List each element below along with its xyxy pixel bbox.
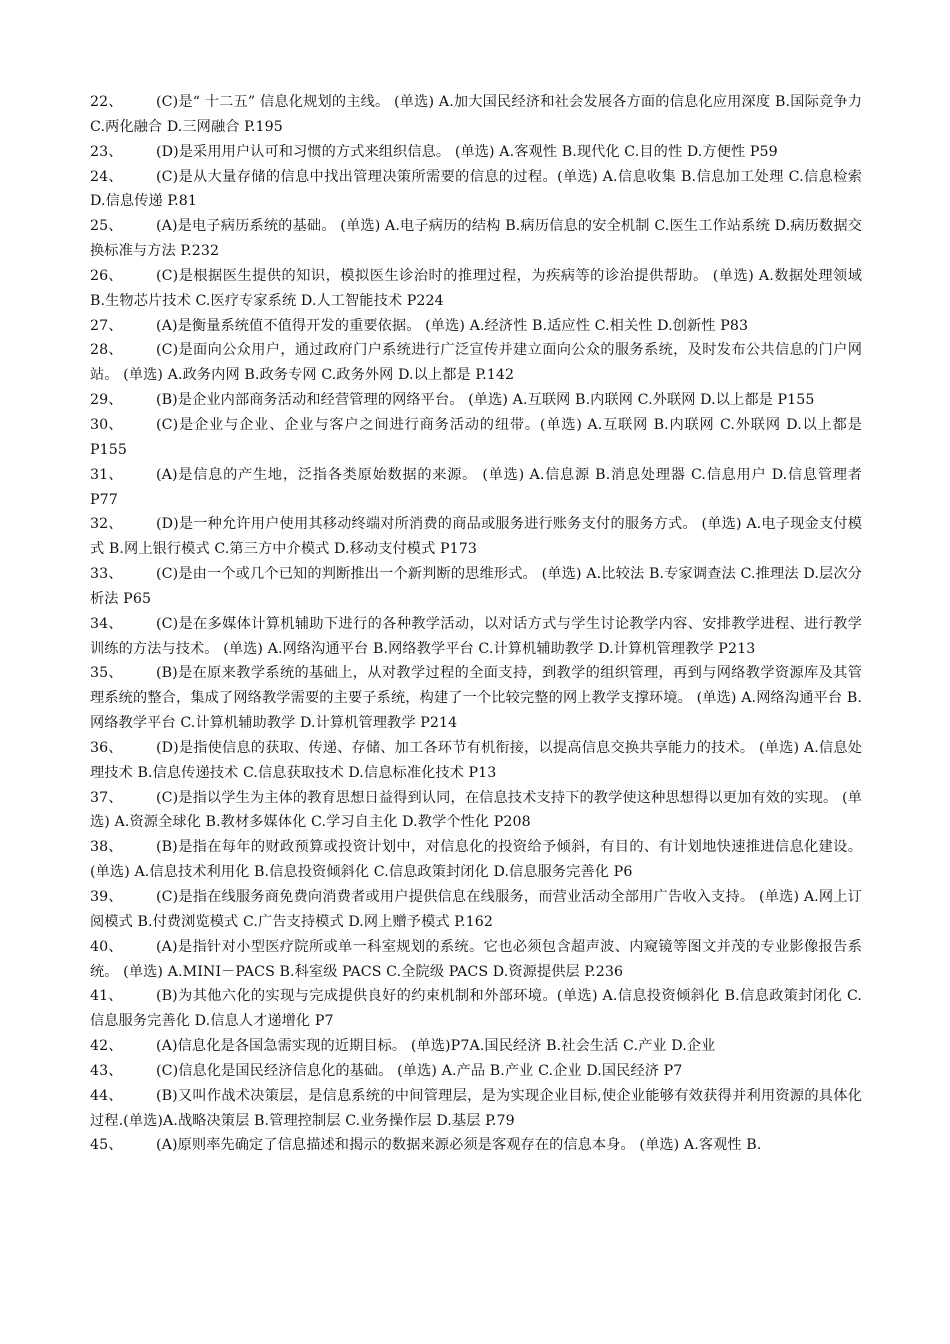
question-item	[90, 885, 862, 935]
question-text: (D)是一种允许用户使用其移动终端对所消费的商品或服务进行账务支付的服务方式。 (单选) A.电子现金支付模式 B.网上银行模式 C.第三方中介模式 D.移动支付模式 P173	[90, 516, 862, 558]
question-text: (C)是在多媒体计算机辅助下进行的各种教学活动，以对话方式与学生讨论教学内容、安排教学进程、进行教学训练的方法与技术。 (单选) A.网络沟通平台 B.网络教学平台 C.计算机辅助教学 D.计算机管理教学 P213	[90, 615, 862, 657]
question-item	[90, 1133, 862, 1158]
question-text: (A)信息化是各国急需实现的近期目标。 (单选)P7A.国民经济 B.社会生活 C.产业 D.企业	[156, 1038, 716, 1055]
question-text: (B)是在原来教学系统的基础上，从对教学过程的全面支持，到教学的组织管理，再到与网络教学资源库及其管理系统的整合，集成了网络教学需要的主要子系统，构建了一个比较完整的网上教学支撑环境。 (单选) A.网络沟通平台 B.网络教学平台 C.计算机辅助教学 D.计算机管理教学 P214	[90, 665, 862, 732]
question-text: (C)是指以学生为主体的教育思想日益得到认同，在信息技术支持下的教学使这种思想得以更加有效的实现。 (单选) A.资源全球化 B.教材多媒体化 C.学习自主化 D.教学个性化 P208	[90, 789, 862, 831]
question-text: (A)原则率先确定了信息描述和揭示的数据来源必须是客观存在的信息本身。 (单选) A.客观性 B.	[156, 1137, 762, 1154]
question-text: (A)是指针对小型医疗院所或单一科室规划的系统。它也必须包含超声波、内窥镜等图文并茂的专业影像报告系统。 (单选) A.MINI－PACS B.科室级 PACS C.全院级 PACS D.资源提供层 P.236	[90, 938, 862, 980]
question-number: 35、	[90, 665, 123, 682]
question-item	[90, 388, 862, 413]
question-number: 24、	[90, 168, 123, 185]
question-text: (A)是电子病历系统的基础。 (单选) A.电子病历的结构 B.病历信息的安全机制 C.医生工作站系统 D.病历数据交换标准与方法 P.232	[90, 218, 862, 260]
question-text: (A)是衡量系统值不值得开发的重要依据。 (单选) A.经济性 B.适应性 C.相关性 D.创新性 P83	[156, 317, 749, 334]
question-item	[90, 463, 862, 513]
question-item	[90, 264, 862, 314]
question-number: 26、	[90, 267, 123, 284]
question-text: (A)是信息的产生地，泛指各类原始数据的来源。 (单选) A.信息源 B.消息处理器 C.信息用户 D.信息管理者 P77	[90, 466, 862, 508]
question-number: 22、	[90, 94, 123, 110]
question-text: (C)是指在线服务商免费向消费者或用户提供信息在线服务，而营业活动全部用广告收入支持。 (单选) A.网上订阅模式 B.付费浏览模式 C.广告支持模式 D.网上赠予模式 P.162	[90, 889, 862, 930]
question-number: 31、	[90, 466, 123, 483]
question-item	[90, 314, 862, 339]
question-number: 37、	[90, 789, 123, 806]
question-number: 30、	[90, 416, 123, 433]
question-text: (C)是根据医生提供的知识，模拟医生诊治时的推理过程，为疾病等的诊治提供帮助。 (单选) A.数据处理领域 B.生物芯片技术 C.医疗专家系统 D.人工智能技术 P224	[90, 267, 862, 309]
question-item	[90, 835, 862, 885]
question-item	[90, 140, 862, 165]
question-item	[90, 165, 862, 215]
question-item	[90, 786, 862, 836]
question-item	[90, 214, 862, 264]
question-number: 32、	[90, 516, 123, 533]
question-number: 43、	[90, 1062, 123, 1079]
question-text: (C)是企业与企业、企业与客户之间进行商务活动的纽带。(单选) A.互联网 B.内联网 C.外联网 D.以上都是 P155	[90, 416, 862, 458]
question-item	[90, 736, 862, 786]
question-item	[90, 1034, 862, 1059]
question-number: 38、	[90, 839, 123, 856]
question-number: 33、	[90, 566, 123, 583]
question-item	[90, 612, 862, 662]
question-text: (B)是指在每年的财政预算或投资计划中，对信息化的投资给予倾斜，有目的、有计划地快速推进信息化建设。 (单选) A.信息技术利用化 B.信息投资倾斜化 C.信息政策封闭化 D.信息服务完善化 P6	[90, 839, 862, 881]
question-item	[90, 562, 862, 612]
document-page	[90, 90, 862, 1158]
question-item	[90, 984, 862, 1034]
question-item	[90, 1059, 862, 1084]
question-text: (D)是采用用户认可和习惯的方式来组织信息。 (单选) A.客观性 B.现代化 C.目的性 D.方便性 P59	[156, 143, 778, 160]
question-item	[90, 338, 862, 388]
question-text: (B)为其他六化的实现与完成提供良好的约束机制和外部环境。(单选) A.信息投资倾斜化 B.信息政策封闭化 C.信息服务完善化 D.信息人才递增化 P7	[90, 988, 862, 1030]
question-item	[90, 413, 862, 463]
question-item	[90, 661, 862, 736]
question-number: 39、	[90, 889, 123, 905]
question-number: 28、	[90, 342, 123, 359]
question-number: 44、	[90, 1087, 123, 1104]
question-number: 36、	[90, 739, 123, 756]
question-text: (B)是企业内部商务活动和经营管理的网络平台。 (单选) A.互联网 B.内联网 C.外联网 D.以上都是 P155	[156, 392, 815, 409]
question-number: 45、	[90, 1137, 123, 1154]
question-text: (C)是由一个或几个已知的判断推出一个新判断的思维形式。 (单选) A.比较法 B.专家调查法 C.推理法 D.层次分析法 P65	[90, 566, 862, 607]
question-item	[90, 90, 862, 140]
question-number: 23、	[90, 143, 123, 160]
question-item	[90, 1084, 862, 1134]
question-text: (C)是从大量存储的信息中找出管理决策所需要的信息的过程。(单选) A.信息收集 B.信息加工处理 C.信息检索 D.信息传递 P.81	[90, 168, 862, 210]
question-item	[90, 935, 862, 985]
question-number: 34、	[90, 615, 123, 632]
question-number: 27、	[90, 317, 123, 334]
question-number: 41、	[90, 988, 123, 1005]
question-number: 29、	[90, 392, 123, 409]
question-text: (B)又叫作战术决策层，是信息系统的中间管理层，是为实现企业目标,使企业能够有效获得并利用资源的具体化过程.(单选)A.战略决策层 B.管理控制层 C.业务操作层 D.基层 P.79	[90, 1087, 862, 1129]
question-text: (C)是面向公众用户，通过政府门户系统进行广泛宣传并建立面向公众的服务系统，及时发布公共信息的门户网站。 (单选) A.政务内网 B.政务专网 C.政务外网 D.以上都是 P.142	[90, 342, 862, 384]
question-number: 40、	[90, 938, 123, 955]
question-text: (C)信息化是国民经济信息化的基础。 (单选) A.产品 B.产业 C.企业 D.国民经济 P7	[156, 1062, 683, 1079]
question-number: 25、	[90, 218, 123, 235]
question-text: (C)是“ 十二五” 信息化规划的主线。 (单选) A.加大国民经济和社会发展各方面的信息化应用深度 B.国际竞争力 C.两化融合 D.三网融合 P.195	[90, 94, 862, 135]
question-number: 42、	[90, 1038, 123, 1055]
question-item	[90, 512, 862, 562]
question-text: (D)是指使信息的获取、传递、存储、加工各环节有机衔接，以提高信息交换共享能力的技术。 (单选) A.信息处理技术 B.信息传递技术 C.信息获取技术 D.信息标准化技术 P13	[90, 739, 862, 781]
